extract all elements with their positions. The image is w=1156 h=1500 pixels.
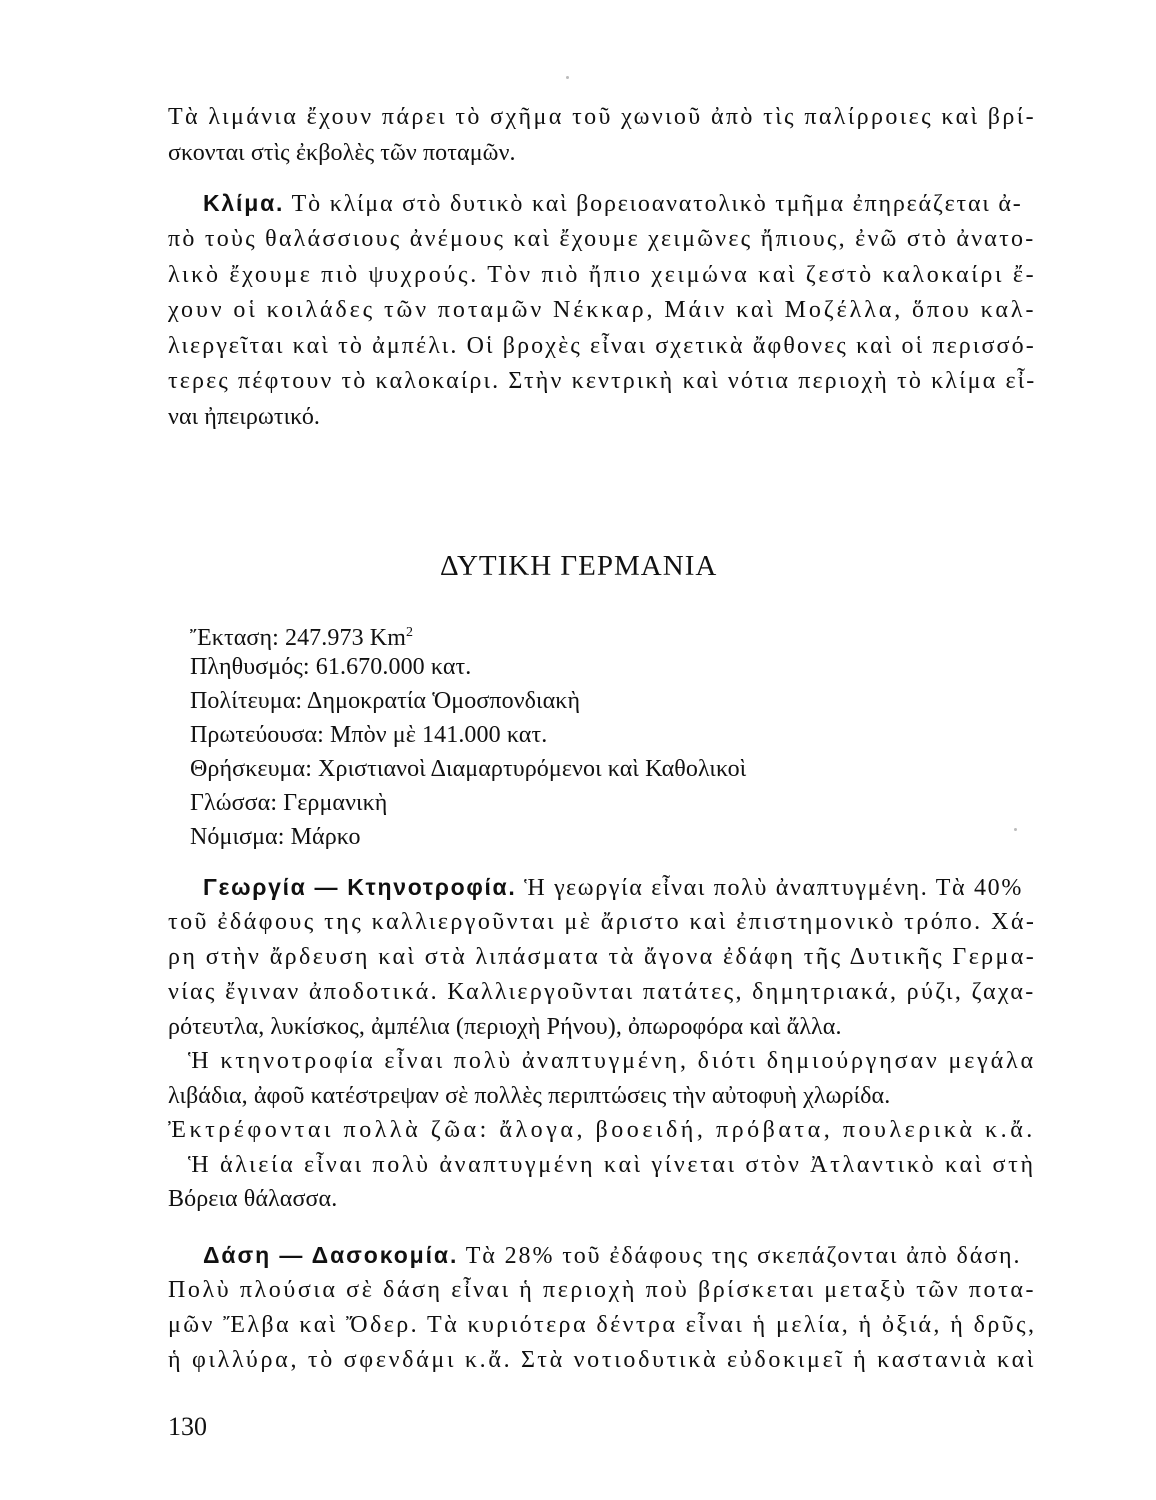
fact-capital: Πρωτεύουσα: Μπὸν μὲ 141.000 κατ. (190, 722, 548, 748)
agriculture-line-7: λιβάδια, ἀφοῦ κατέστρεψαν σὲ πολλὲς περιπτώσεις τὴν αὐτοφυὴ χλωρίδα. (168, 1083, 891, 1109)
agriculture-line-8: Ἐκτρέφονται πολλὰ ζῶα: ἄλογα, βοοειδή, πρόβατα, πουλερικὰ κ.ἄ. (168, 1117, 1036, 1143)
climate-heading: Κλίμα. (203, 190, 285, 216)
fact-population: Πληθυσμός: 61.670.000 κατ. (190, 654, 472, 680)
scan-speck (1014, 828, 1017, 831)
climate-line-6: τερες πέφτουν τὸ καλοκαίρι. Στὴν κεντρικὴ καὶ νότια περιοχὴ τὸ κλίμα εἶ- (168, 368, 1037, 394)
climate-line-5: λιεργεῖται καὶ τὸ ἀμπέλι. Οἱ βροχὲς εἶναι σχετικὰ ἄφθονες καὶ οἱ περισσό- (168, 333, 1036, 359)
forests-line-3: μῶν Ἔλβα καὶ Ὄδερ. Τὰ κυριότερα δέντρα εἶναι ἡ μελία, ἡ ὀξιά, ἡ δρῦς, (168, 1312, 1037, 1338)
scan-speck (566, 76, 569, 79)
forests-line-1-text: Τὰ 28% τοῦ ἐδάφους της σκεπάζονται ἀπὸ δάση. (458, 1243, 1022, 1269)
fact-language: Γλώσσα: Γερμανικὴ (190, 790, 388, 816)
climate-line-4: χουν οἱ κοιλάδες τῶν ποταμῶν Νέκκαρ, Μάιν καὶ Μοζέλλα, ὅπου καλ- (168, 297, 1037, 323)
forests-heading: Δάση — Δασοκομία. (203, 1242, 459, 1268)
agriculture-line-9: Ἡ ἁλιεία εἶναι πολὺ ἀναπτυγμένη καὶ γίνεται στὸν Ἀτλαντικὸ καὶ στὴ (188, 1152, 1036, 1178)
intro-line-1: Τὰ λιμάνια ἔχουν πάρει τὸ σχῆμα τοῦ χωνιοῦ ἀπὸ τὶς παλίρροιες καὶ βρί- (168, 104, 1036, 130)
agriculture-line-1-text: Ἡ γεωργία εἶναι πολὺ ἀναπτυγμένη. Τὰ 40% (516, 875, 1023, 901)
country-title: ΔΥΤΙΚΗ ΓΕΡΜΑΝΙΑ (440, 550, 718, 582)
climate-line-1 (203, 188, 1023, 219)
climate-line-7: ναι ἠπειρωτικό. (168, 404, 321, 430)
intro-line-2: σκονται στὶς ἐκβολὲς τῶν ποταμῶν. (168, 140, 516, 166)
agriculture-line-4: νίας ἔγιναν ἀποδοτικά. Καλλιεργοῦνται πατάτες, δημητριακά, ρύζι, ζαχα- (168, 979, 1036, 1005)
fact-currency: Νόμισμα: Μάρκο (190, 824, 361, 850)
climate-line-3: λικὸ ἔχουμε πιὸ ψυχρούς. Τὸν πιὸ ἤπιο χειμώνα καὶ ζεστὸ καλοκαίρι ἔ- (168, 262, 1037, 288)
fact-area (190, 618, 413, 653)
forests-line-4: ἡ φιλλύρα, τὸ σφενδάμι κ.ἄ. Στὰ νοτιοδυτικὰ εὐδοκιμεῖ ἡ καστανιὰ καὶ (168, 1347, 1037, 1373)
forests-line-2: Πολὺ πλούσια σὲ δάση εἶναι ἡ περιοχὴ ποὺ βρίσκεται μεταξὺ τῶν ποτα- (168, 1277, 1037, 1303)
fact-area-superscript: 2 (405, 625, 414, 640)
agriculture-line-10: Βόρεια θάλασσα. (168, 1186, 338, 1212)
agriculture-line-1 (203, 872, 1023, 903)
fact-government: Πολίτευμα: Δημοκρατία Ὁμοσπονδιακὴ (190, 688, 581, 714)
page-number: 130 (168, 1412, 207, 1441)
fact-area-text: Ἔκταση: 247.973 Km (190, 625, 406, 651)
climate-line-2: πὸ τοὺς θαλάσσιους ἀνέμους καὶ ἔχουμε χειμῶνες ἤπιους, ἐνῶ στὸ ἀνατο- (168, 226, 1036, 252)
agriculture-line-5: ρότευτλα, λυκίσκος, ἀμπέλια (περιοχὴ Ρήνου), ὀπωροφόρα καὶ ἄλλα. (168, 1014, 842, 1040)
fact-religion: Θρήσκευμα: Χριστιανοὶ Διαμαρτυρόμενοι καὶ Καθολικοὶ (190, 756, 747, 782)
agriculture-line-2: τοῦ ἐδάφους της καλλιεργοῦνται μὲ ἄριστο καὶ ἐπιστημονικὸ τρόπο. Χά- (168, 909, 1037, 935)
agriculture-line-3: ρη στὴν ἄρδευση καὶ στὰ λιπάσματα τὰ ἄγονα ἐδάφη τῆς Δυτικῆς Γερμα- (168, 944, 1037, 970)
climate-line-1-text: Τὸ κλίμα στὸ δυτικὸ καὶ βορειοανατολικὸ τμῆμα ἐπηρεάζεται ἀ- (284, 191, 1023, 217)
agriculture-heading: Γεωργία — Κτηνοτροφία. (203, 874, 517, 900)
forests-line-1 (203, 1240, 1021, 1271)
agriculture-line-6: Ἡ κτηνοτροφία εἶναι πολὺ ἀναπτυγμένη, διότι δημιούργησαν μεγάλα (188, 1048, 1036, 1074)
